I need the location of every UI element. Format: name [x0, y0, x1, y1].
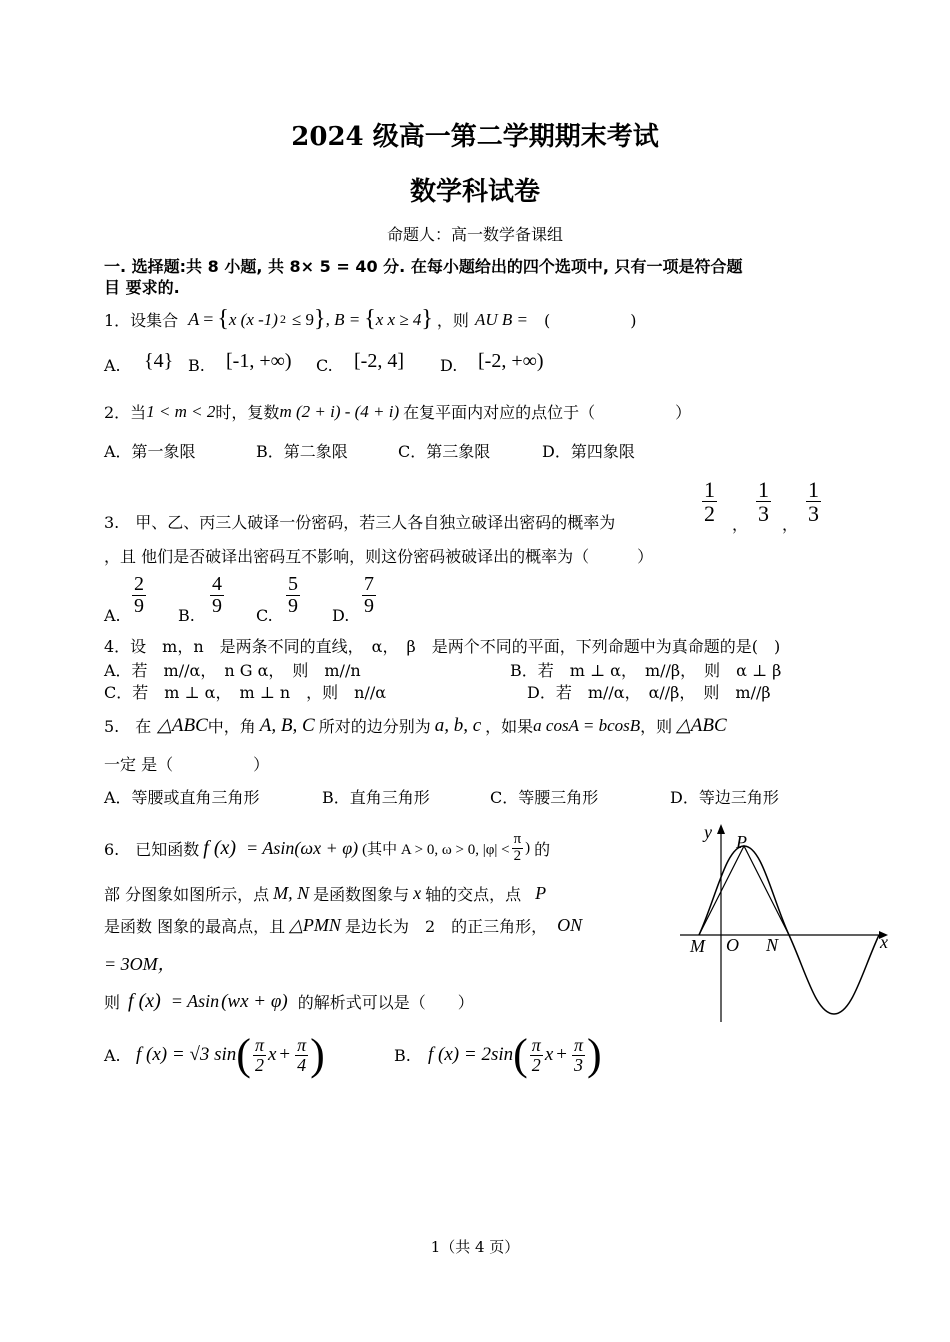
- q4-option-d: D．若 m//α， α//β， 则 m//β: [527, 683, 771, 702]
- q5-stem-b: 中，角: [207, 717, 256, 736]
- q2-cond: 1 < m < 2: [146, 401, 216, 421]
- sine-curve: [699, 846, 879, 1014]
- q3-sep-1: ，: [732, 515, 749, 534]
- q6-l3b: 是边长为 2 的正三角形，: [344, 917, 548, 936]
- q3-option-a-label: A.: [104, 606, 121, 625]
- q6-option-b: f (x) = 2sin ( $\frac{\pi}{2}$ x + $\frac{\pi}{3}$ ): [428, 1030, 602, 1079]
- y-axis-arrow: [717, 824, 725, 834]
- q6-l1a: 6. 已知函数: [104, 839, 200, 859]
- q3-line2: ，且 他们是否破译出密码互不影响，则这份密码被破译出的概率为（ ）: [104, 547, 654, 566]
- q6-option-a: f (x) = √3 sin ( $\frac{\pi}{2}$ x + $\frac{\pi}{4}$ ): [136, 1030, 325, 1079]
- q3-option-c: $\frac{5}{9}$: [288, 573, 298, 617]
- q2-mid: 时，复数: [215, 403, 280, 422]
- q2-option-a: A．第一象限: [104, 442, 196, 461]
- q6-p: P: [535, 883, 547, 903]
- q1-option-d: [-2, +∞): [478, 350, 544, 372]
- question-6-line2: [104, 882, 546, 905]
- exam-subtitle: 数学科试卷: [409, 177, 540, 207]
- q6-l5a: 则: [104, 993, 121, 1012]
- q1-option-c: [-2, 4]: [354, 350, 404, 372]
- q5-angles: A, B, C: [259, 714, 315, 736]
- q6-mn: M, N: [273, 883, 310, 903]
- q1-set-a-label: A: [188, 309, 200, 329]
- q6-arg: (ωx + φ): [294, 837, 359, 858]
- q6-de: 的: [534, 839, 551, 859]
- q1-union: AU B =: [474, 309, 528, 329]
- q6-l5c: 的解析式可以是（ ）: [297, 993, 474, 1012]
- q6-l2a: 部 分图象如图所示，点: [104, 885, 270, 904]
- q5-stem-d: ，如果: [485, 717, 534, 736]
- q3-option-b: $\frac{4}{9}$: [212, 573, 222, 617]
- q5-condition: a cosA = bcosB: [533, 715, 641, 735]
- section-heading-line1: 一. 选择题:共 8 小题, 共 8× 5 = 40 分. 在每小题给出的四个选项中, 只有一项是符合题: [104, 257, 743, 276]
- q4-stem: 4．设 m，n 是两条不同的直线， α， β 是两个不同的平面，下列命题中为真命题的是( ): [104, 637, 781, 656]
- q2-stem: 2．当: [104, 403, 147, 422]
- q6-x: x: [413, 883, 422, 903]
- q2-option-c: C．第三象限: [398, 442, 491, 461]
- q6-close: ): [525, 839, 531, 856]
- q5-option-a: A．等腰或直角三角形: [104, 788, 260, 807]
- n-label: N: [766, 935, 779, 955]
- q1-ask: ，则: [436, 311, 469, 330]
- q6-l5arg: (wx + φ): [221, 990, 288, 1012]
- q3-option-c-label: C.: [256, 606, 273, 625]
- q2-tail: 在复平面内对应的点位于（ ）: [403, 403, 692, 422]
- q6-eq: = Asin: [246, 837, 295, 858]
- q6-option-b-label: B.: [394, 1046, 411, 1065]
- q3-prob-1: $\frac{1}{2}$: [704, 477, 715, 527]
- q1-option-c-label: C.: [316, 356, 333, 375]
- q1-option-a-label: A.: [104, 356, 121, 375]
- q6-function-graph: [676, 818, 896, 1028]
- q1-set-b-cond: x x ≥ 4: [375, 309, 422, 329]
- triangle-pmn: [699, 846, 789, 935]
- q6-l5b: = Asin: [170, 991, 220, 1011]
- page-footer: 1（共 4 页）: [430, 1238, 520, 1256]
- y-label: y: [704, 822, 712, 842]
- q1-set-a-rest: ≤ 9: [291, 309, 315, 329]
- q4-option-b: B．若 m ⊥ α， m//β， 则 α ⊥ β: [510, 661, 782, 680]
- question-1: 1．设集合 A = { x (x -1) 2 ≤ 9 } , B = { x x ≥ 4 } ，则 AU B = ( ): [104, 306, 637, 332]
- q5-stem-a: 5. 在: [104, 717, 152, 736]
- q1-option-d-label: D.: [440, 356, 458, 375]
- q5-triangle: △ABC: [157, 715, 208, 736]
- q1-option-a: {4}: [144, 350, 174, 372]
- q5-line2: 一定 是（ ）: [104, 755, 270, 774]
- q1-option-b: [-1, +∞): [226, 350, 292, 372]
- q3-option-d-label: D.: [332, 606, 350, 625]
- question-6-line3: [104, 914, 582, 937]
- author-line: 命题人：高一数学备课组: [386, 225, 563, 244]
- q1-set-a-cond: x (x -1): [228, 309, 278, 329]
- q5-option-c: C．等腰三角形: [490, 788, 599, 807]
- q6-fx: f (x): [203, 836, 237, 859]
- q5-sides: a, b, c: [434, 714, 482, 736]
- q6-cond: (其中 A > 0, ω > 0, |φ| <: [362, 841, 510, 858]
- q2-expr: m (2 + i) - (4 + i): [279, 401, 400, 421]
- q5-stem-e: ，则: [640, 717, 673, 736]
- q2-option-d: D．第四象限: [542, 442, 635, 461]
- o-label: O: [726, 935, 739, 955]
- q6-line4: = 3OM，: [104, 954, 176, 974]
- q5-option-d: D．等边三角形: [670, 788, 779, 807]
- question-6-line1: [104, 828, 550, 868]
- q3-stem: 3. 甲、乙、丙三人破译一份密码，若三人各自独立破译出密码的概率为: [104, 513, 616, 532]
- q3-option-a: $\frac{2}{9}$: [134, 573, 144, 617]
- q3-prob-3: $\frac{1}{3}$: [808, 477, 819, 527]
- q1-set-b-label: , B =: [325, 309, 361, 329]
- exam-title: 2024 级高一第二学期期末考试: [291, 122, 659, 152]
- m-label: M: [690, 936, 705, 956]
- question-2: [104, 400, 691, 423]
- question-6-line5: [104, 990, 474, 1013]
- q6-pi-frac: $\frac{\pi}{2}$: [513, 830, 522, 864]
- q5-stem-c: 所对的边分别为: [318, 717, 431, 736]
- q1-paren: ( ): [543, 311, 637, 330]
- q1-option-b-label: B.: [188, 356, 205, 375]
- q6-option-a-label: A.: [104, 1046, 121, 1065]
- q2-option-b: B．第二象限: [256, 442, 348, 461]
- q3-prob-2: $\frac{1}{3}$: [758, 477, 769, 527]
- q6-l2b: 是函数图象与: [313, 885, 410, 904]
- q3-option-d: $\frac{7}{9}$: [364, 573, 374, 617]
- x-label: x: [880, 932, 888, 952]
- question-5: [104, 714, 727, 737]
- q3-sep-2: ，: [782, 515, 799, 534]
- q6-pmn: △PMN: [289, 915, 341, 935]
- section-heading-line2: 目 要求的.: [104, 278, 180, 297]
- q4-option-c: C．若 m ⊥ α， m ⊥ n ，则 n//α: [104, 683, 387, 702]
- q4-option-a: A．若 m//α， n G α， 则 m//n: [104, 661, 361, 680]
- q6-options: [104, 1026, 664, 1086]
- q6-l2c: 轴的交点，点: [425, 885, 522, 904]
- q6-l3a: 是函数 图象的最高点，且: [104, 917, 286, 936]
- q5-option-b: B．直角三角形: [322, 788, 430, 807]
- q3-option-b-label: B.: [178, 606, 195, 625]
- q6-l5f: f (x): [128, 990, 161, 1012]
- p-label: P: [736, 832, 747, 852]
- q5-triangle-2: △ABC: [676, 715, 727, 736]
- q6-on: ON: [557, 915, 583, 935]
- q1-prefix: 1．设集合: [104, 311, 179, 330]
- q3-options: [104, 570, 484, 626]
